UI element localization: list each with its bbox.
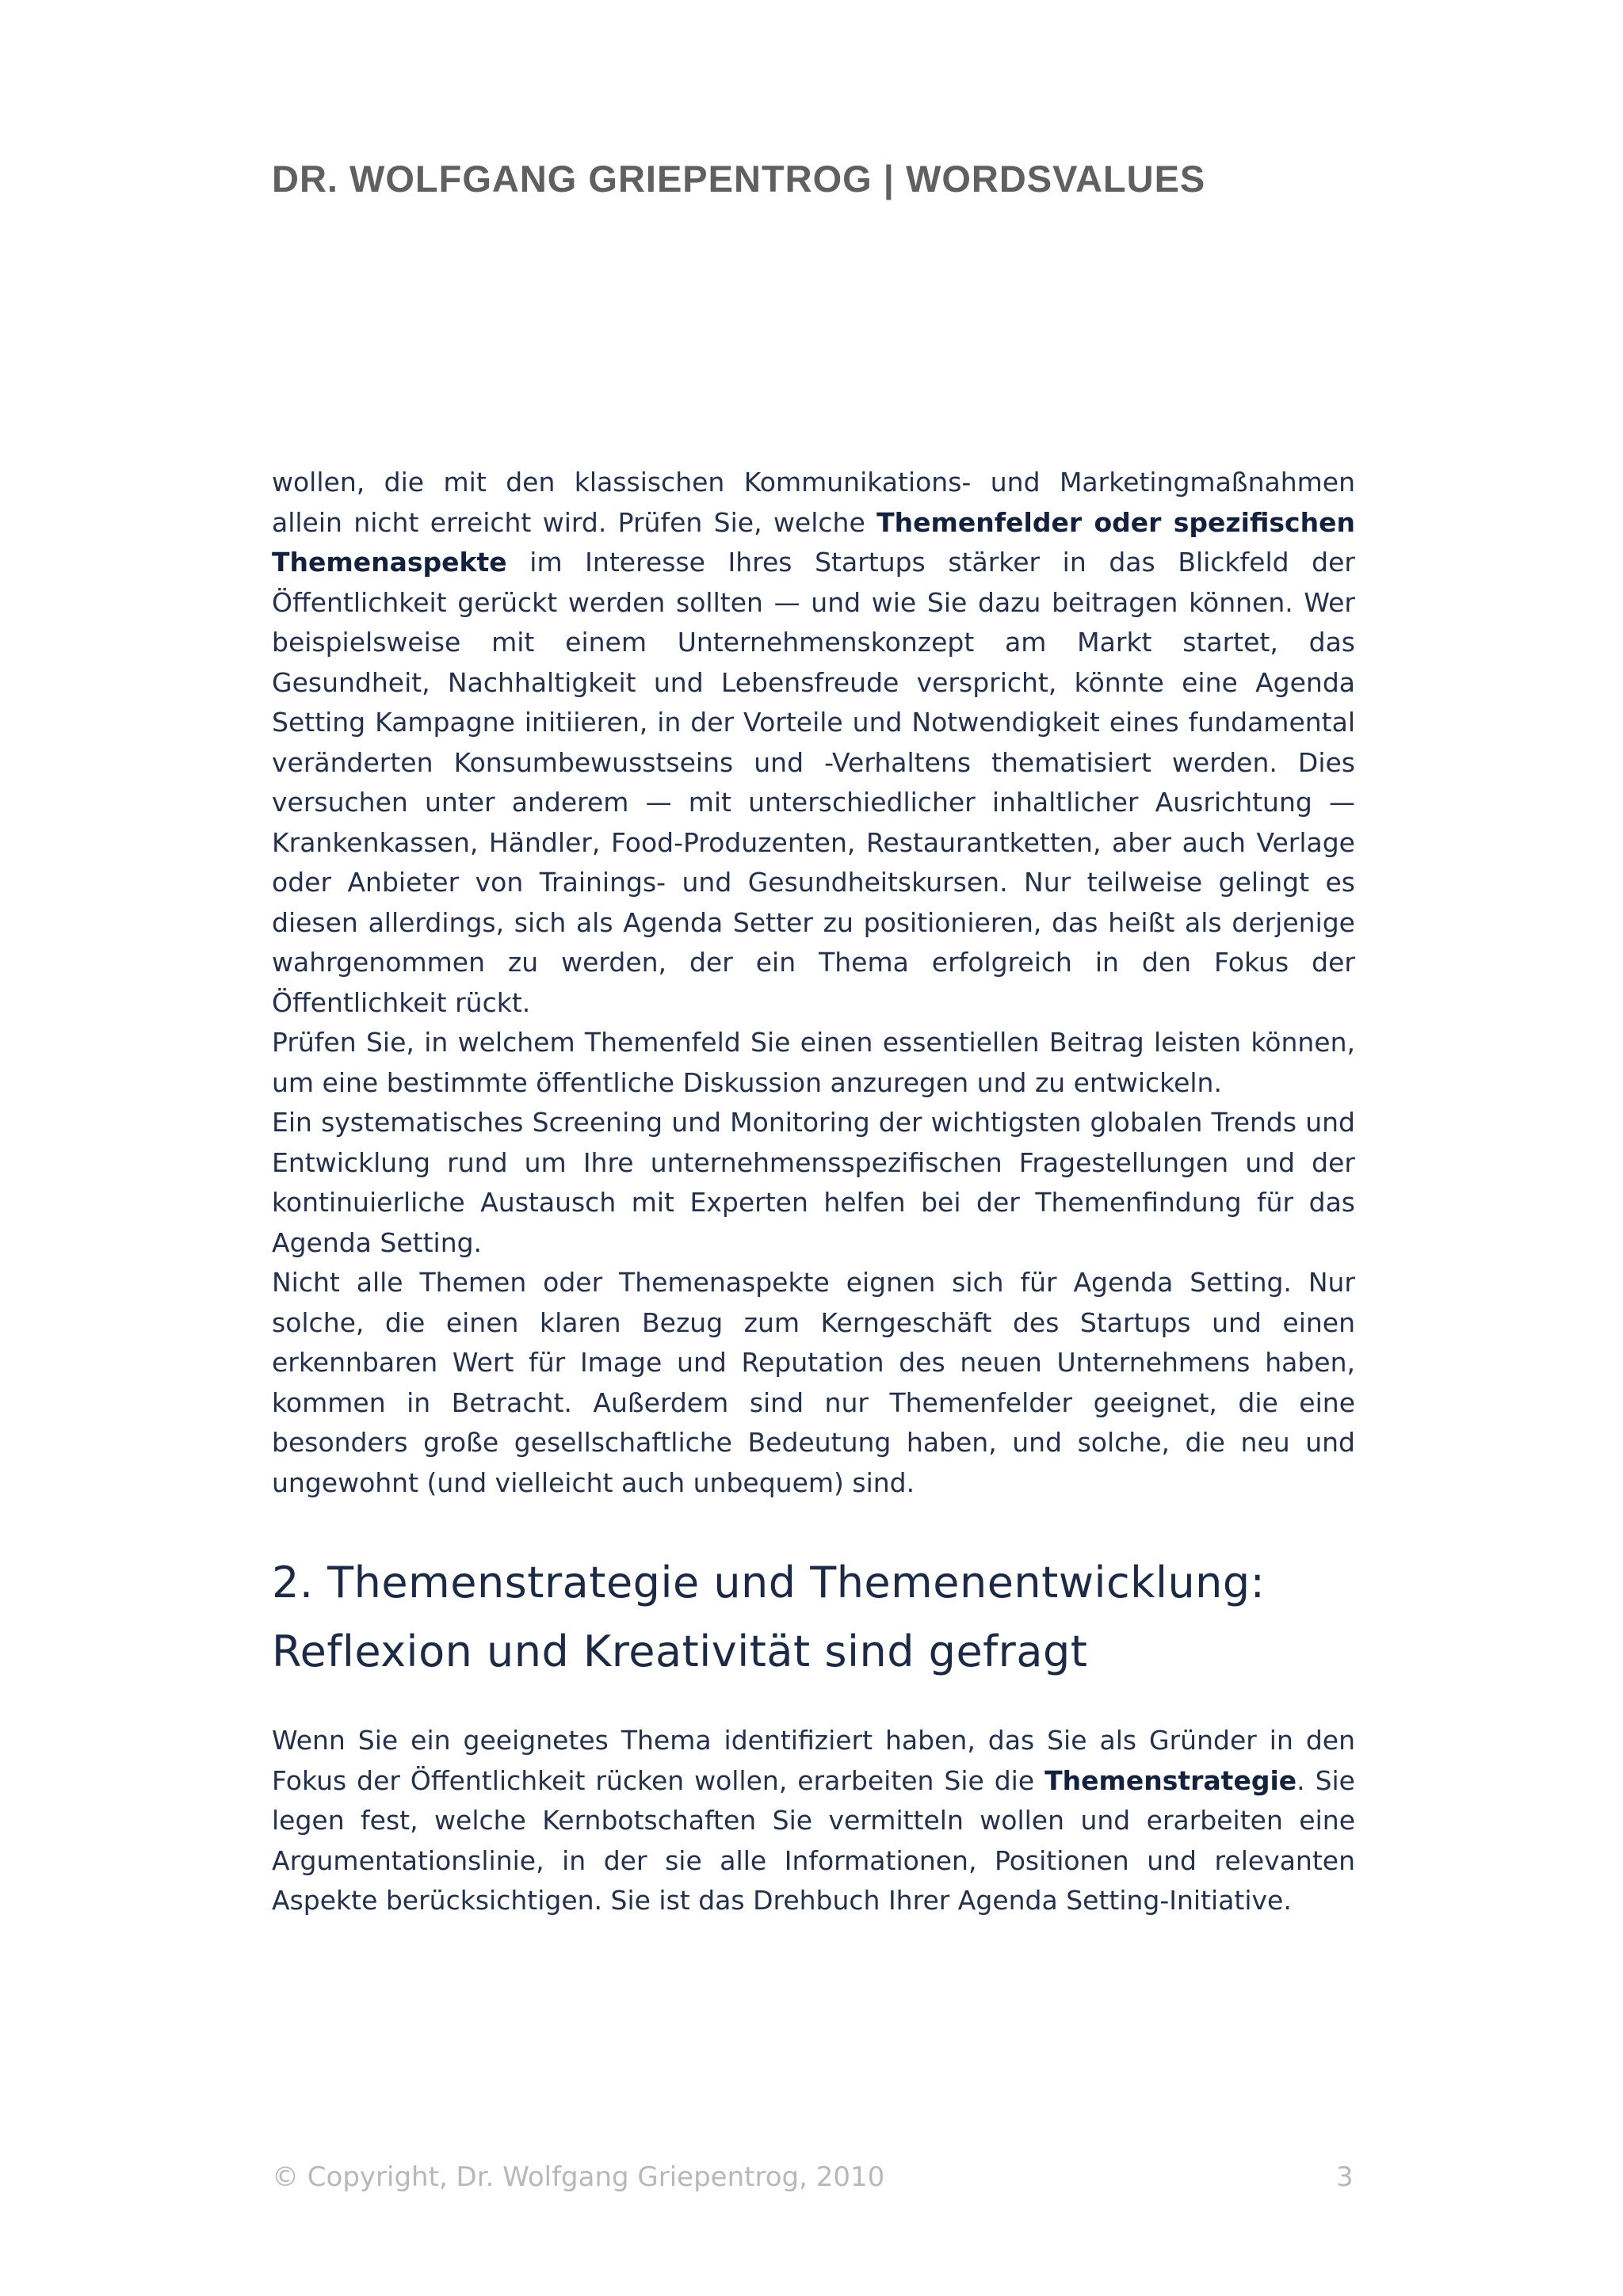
paragraph-2: Prüfen Sie, in welchem Themenfeld Sie einen essentiellen Beitrag leisten können, um eine bestimmte öffentliche Diskussion anzuregen und zu entwickeln. bbox=[272, 1027, 1355, 1098]
footer-page-number: 3 bbox=[1336, 2161, 1354, 2193]
paragraph-1 bbox=[272, 463, 1355, 1023]
section-heading-line-2: Reflexion und Kreativität sind gefragt bbox=[272, 1627, 1088, 1676]
footer-copyright: © Copyright, Dr. Wolfgang Griepentrog, 2010 bbox=[272, 2161, 885, 2193]
section-heading bbox=[272, 1548, 1355, 1686]
section-heading-line-1: 2. Themenstrategie und Themenentwicklung: bbox=[272, 1558, 1266, 1608]
paragraph-5-bold: Themenstrategie bbox=[1044, 1764, 1297, 1796]
paragraph-1-text-a: wollen, die mit den klassischen Kommunikations- und Marketingmaßnahmen allein nicht erreicht wird. Prüfen Sie, welche bbox=[272, 467, 1355, 538]
paragraph-5-text-c: . Sie legen fest, welche Kernbotschaften Sie vermitteln wollen und erarbeiten eine Argumentationslinie, in der sie alle Informationen, Positionen und relevanten Aspekte berücksichtigen. Sie ist das Drehbuch Ihrer Agenda Setting-Initiative. bbox=[272, 1764, 1355, 1916]
paragraph-5 bbox=[272, 1721, 1355, 1921]
paragraph-5-text-a: Wenn Sie ein geeignetes Thema identifiziert haben, das Sie als Gründer in den Fokus der Öffentlichkeit rücken wollen, erarbeiten Sie die bbox=[272, 1725, 1355, 1796]
paragraph-1-text-c: im Interesse Ihres Startups stärker in das Blickfeld der Öffentlichkeit gerückt werden sollten — und wie Sie dazu beitragen können. Wer beispielsweise mit einem Unternehmenskonzept am Markt startet, das Gesundheit, Nachhaltigkeit und Lebensfreude verspricht, könnte eine Agenda Setting Kampagne initiieren, in der Vorteile und Notwendigkeit eines fundamental veränderten Konsumbewusstseins und -Verhaltens thematisiert werden. Dies versuchen unter anderem — mit unterschiedlicher inhaltlicher Ausrichtung — Krankenkassen, Händler, Food-Produzenten, Restaurantketten, aber auch Verlage oder Anbieter von Trainings- und Gesundheitskursen. Nur teilweise gelingt es diesen allerdings, sich als Agenda Setter zu positionieren, das heißt als derjenige wahrgenommen zu werden, der ein Thema erfolgreich in den Fokus der Öffentlichkeit rückt. bbox=[272, 547, 1355, 1018]
paragraph-4: Nicht alle Themen oder Themenaspekte eignen sich für Agenda Setting. Nur solche, die einen klaren Bezug zum Kerngeschäft des Startups und einen erkennbaren Wert für Image und Reputation des neuen Unternehmens haben, kommen in Betracht. Außerdem sind nur Themenfelder geeignet, die eine besonders große gesellschaftliche Bedeutung haben, und solche, die neu und ungewohnt (und vielleicht auch unbequem) sind. bbox=[272, 1267, 1355, 1498]
paragraph-1-bold: Themenfelder oder spezifischen Themenaspekte bbox=[272, 506, 1355, 578]
paragraph-3: Ein systematisches Screening und Monitoring der wichtigsten globalen Trends und Entwicklung rund um Ihre unternehmensspezifischen Fragestellungen und der kontinuierliche Austausch mit Experten helfen bei der Themenfindung für das Agenda Setting. bbox=[272, 1107, 1355, 1258]
body-content bbox=[272, 463, 1355, 1921]
page-header: DR. WOLFGANG GRIEPENTROG | WORDSVALUES bbox=[272, 158, 1206, 200]
